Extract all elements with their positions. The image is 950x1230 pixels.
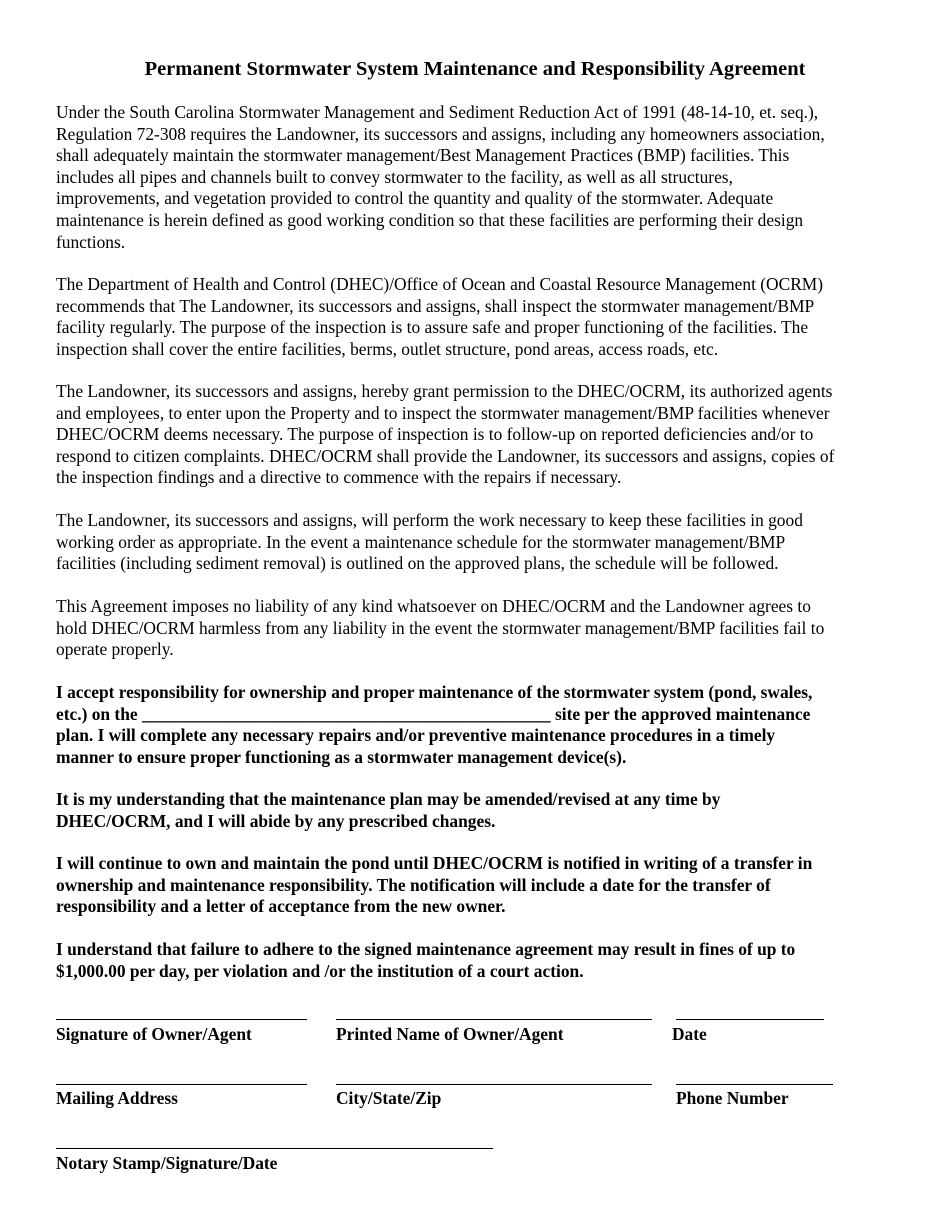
mailing-address-field[interactable] [56, 1084, 307, 1085]
text-line: I understand that failure to adhere to the signed maintenance agreement may result in fines of up to [56, 939, 796, 959]
phone-number-label: Phone Number [676, 1088, 789, 1108]
owner-signature-label: Signature of Owner/Agent [56, 1024, 252, 1044]
site-name-blank-line[interactable]: etc.) on the _______________________________________________ site per the approved maintenance [56, 703, 811, 724]
text-line: facility regularly. The purpose of the inspection is to assure safe and proper functioning of the facilities. The [56, 317, 809, 338]
text-line: maintenance is herein defined as good working condition so that these facilities are performing their design [56, 209, 804, 230]
text-line: respond to citizen complaints. DHEC/OCRM shall provide the Landowner, its successors and assigns, copies of [56, 445, 835, 466]
text-line: The Landowner, its successors and assigns, will perform the work necessary to keep these facilities in good [56, 510, 803, 530]
text-line: inspection shall cover the entire facilities, berms, outlet structure, pond areas, access roads, etc. [56, 338, 719, 359]
text-line: DHEC/OCRM, and I will abide by any prescribed changes. [56, 810, 496, 831]
text-line: ownership and maintenance responsibility. The notification will include a date for the transfer of [56, 874, 771, 895]
paragraph-liability [56, 596, 898, 661]
city-state-zip-label: City/State/Zip [336, 1088, 442, 1108]
text-line: I will continue to own and maintain the pond until DHEC/OCRM is notified in writing of a transfer in [56, 853, 813, 873]
text-line: This Agreement imposes no liability of any kind whatsoever on DHEC/OCRM and the Landowner agrees to [56, 596, 811, 616]
text-line: and employees, to enter upon the Property and to inspect the stormwater management/BMP facilities whenever [56, 402, 830, 423]
text-line: It is my understanding that the maintenance plan may be amended/revised at any time by [56, 789, 721, 809]
phone-number-field[interactable] [676, 1084, 833, 1085]
paragraph-accept-responsibility [56, 682, 898, 768]
text-line: The Department of Health and Control (DHEC)/Office of Ocean and Coastal Resource Management (OCRM) [56, 274, 824, 294]
text-line: functions. [56, 231, 126, 252]
text-line: Under the South Carolina Stormwater Management and Sediment Reduction Act of 1991 (48-14-10, et. seq.), [56, 102, 819, 122]
text-line: I accept responsibility for ownership and proper maintenance of the stormwater system (pond, swales, [56, 682, 813, 702]
text-line: shall adequately maintain the stormwater management/Best Management Practices (BMP) facilities. This [56, 145, 790, 166]
text-line: plan. I will complete any necessary repairs and/or preventive maintenance procedures in a timely [56, 725, 776, 746]
text-line: facilities (including sediment removal) is outlined on the approved plans, the schedule will be followed. [56, 553, 779, 574]
notary-label: Notary Stamp/Signature/Date [56, 1153, 278, 1173]
text-line: includes all pipes and channels built to convey stormwater to the facility, as well as all structures, [56, 166, 733, 187]
text-line: manner to ensure proper functioning as a stormwater management device(s). [56, 746, 627, 767]
paragraph-maintenance-work [56, 510, 898, 575]
text-line: Regulation 72-308 requires the Landowner, its successors and assigns, including any homeowners association, [56, 123, 825, 144]
text-line: The Landowner, its successors and assigns, hereby grant permission to the DHEC/OCRM, its authorized agents [56, 381, 833, 401]
paragraph-access-permission [56, 381, 898, 489]
paragraph-ownership-transfer [56, 853, 898, 918]
notary-field[interactable] [56, 1148, 493, 1149]
date-label: Date [672, 1024, 707, 1044]
date-field[interactable] [676, 1019, 824, 1020]
document-title: Permanent Stormwater System Maintenance and Responsibility Agreement [144, 58, 806, 80]
printed-name-label: Printed Name of Owner/Agent [336, 1024, 564, 1044]
text-line: the inspection findings and a directive to commence with the repairs if necessary. [56, 467, 622, 488]
text-line: DHEC/OCRM deems necessary. The purpose of inspection is to follow-up on reported deficiencies and/or to [56, 424, 814, 445]
mailing-address-label: Mailing Address [56, 1088, 178, 1108]
paragraph-fines [56, 939, 898, 982]
paragraph-plan-amendments [56, 789, 898, 832]
text-line: working order as appropriate. In the event a maintenance schedule for the stormwater management/BMP [56, 531, 786, 552]
owner-signature-field[interactable] [56, 1019, 307, 1020]
city-state-zip-field[interactable] [336, 1084, 652, 1085]
paragraph-regulation [56, 102, 898, 253]
text-line: operate properly. [56, 639, 174, 660]
text-line: $1,000.00 per day, per violation and /or the institution of a court action. [56, 960, 584, 981]
text-line: recommends that The Landowner, its successors and assigns, shall inspect the stormwater management/BMP [56, 295, 815, 316]
paragraph-inspection-recommendation [56, 274, 898, 360]
text-line: hold DHEC/OCRM harmless from any liability in the event the stormwater management/BMP facilities fail to [56, 617, 825, 638]
text-line: improvements, and vegetation provided to control the quantity and quality of the stormwater. Adequate [56, 188, 774, 209]
text-line: responsibility and a letter of acceptance from the new owner. [56, 896, 506, 917]
printed-name-field[interactable] [336, 1019, 652, 1020]
